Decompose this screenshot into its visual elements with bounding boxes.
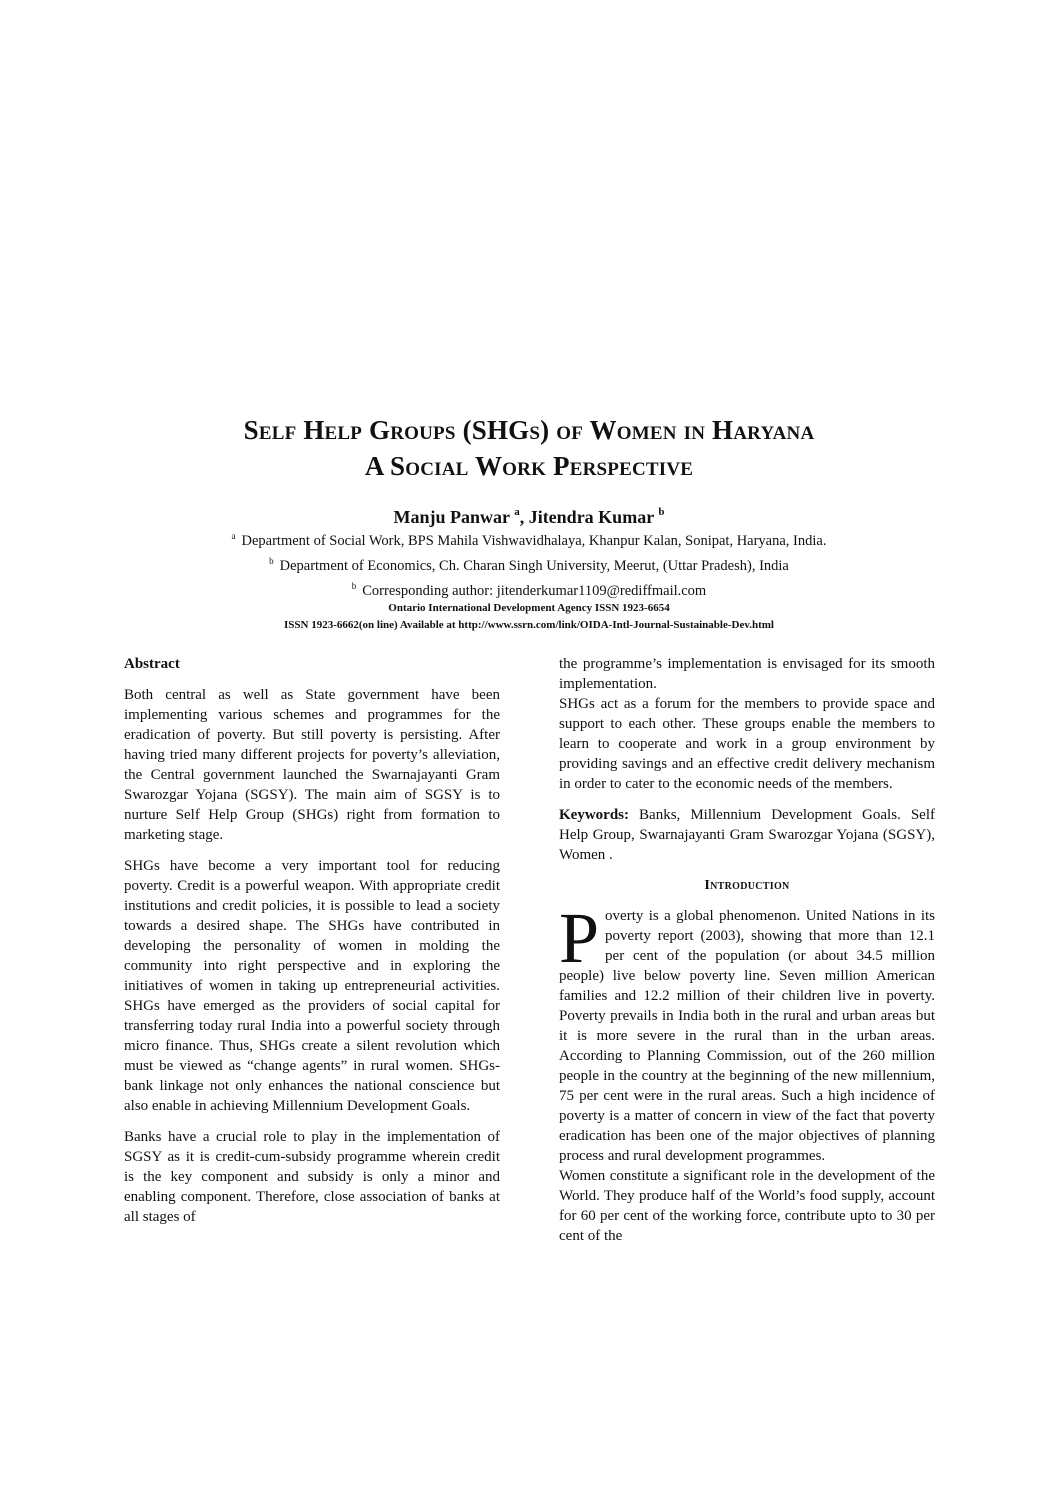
author-2-name: Jitendra Kumar [528, 507, 654, 527]
right-column [559, 654, 935, 1246]
corresponding-author-text: Corresponding author: jitenderkumar1109@rediffmail.com [362, 583, 707, 599]
abstract-paragraph-4: SHGs act as a forum for the members to provide space and support to each other. These groups enable the members to learn to cooperate and work in a group environment by providing savings and an effective credit delivery mechanism in order to cater to the economic needs of the members. [559, 696, 935, 792]
abstract-paragraph-1: Both central as well as State government have been implementing various schemes and programmes for the eradication of poverty. But still poverty is persisting. After having tried many different projects for poverty’s alleviation, the Central government launched the Swarnajayanti Gram Swarozgar Yojana (SGSY). The main aim of SGSY is to nurture Self Help Group (SHGs) right from formation to marketing stage. [124, 687, 500, 843]
author-separator: , [519, 507, 529, 527]
introduction-heading: Introduction [704, 878, 790, 893]
affiliation-1-sup: a [231, 531, 236, 541]
keywords-text: Banks, Millennium Development Goals. Self Help Group, Swarnajayanti Gram Swarozgar Yojana (SGSY), Women . [559, 807, 935, 863]
title-line-1: Self Help Groups (SHGs) of Women in Haryana [243, 415, 815, 445]
affiliation-1 [0, 526, 1058, 551]
author-1-sup: a [514, 506, 520, 518]
drop-cap: P [559, 898, 600, 978]
affiliations [0, 526, 1058, 601]
journal-info [0, 600, 1058, 634]
corresponding-author [0, 576, 1058, 601]
affiliation-2 [0, 551, 1058, 576]
paper-title [0, 412, 1058, 484]
journal-line-2: ISSN 1923-6662(on line) Available at http://www.ssrn.com/link/OIDA-Intl-Journal-Sustainable-Dev.html [284, 619, 774, 631]
affiliation-2-text: Department of Economics, Ch. Charan Singh University, Meerut, (Uttar Pradesh), India [279, 558, 789, 574]
author-1-name: Manju Panwar [393, 507, 510, 527]
abstract-paragraph-3: Banks have a crucial role to play in the implementation of SGSY as it is credit-cum-subsidy programme wherein credit is the key component and subsidy is only a minor and enabling component. Therefore, close association of banks at all stages of [124, 1129, 500, 1225]
affiliation-2-sup: b [269, 556, 274, 566]
corresponding-author-sup: b [351, 581, 357, 591]
introduction-paragraph-1 [559, 898, 935, 1166]
introduction-paragraph-2: Women constitute a significant role in the development of the World. They produce half of the World’s food supply, account for 60 per cent of the working force, contribute upto to 30 per cent of the [559, 1168, 935, 1244]
affiliation-1-text: Department of Social Work, BPS Mahila Vishwavidhalaya, Khanpur Kalan, Sonipat, Haryana, India. [241, 533, 827, 549]
introduction-paragraph-1-text: overty is a global phenomenon. United Nations in its poverty report (2003), showing that more than 12.1 per cent of the population (or about 34.5 million people) live below poverty line. Seven million American families and 12.2 million of their children live in poverty. Poverty prevails in India both in the rural and urban areas but it is more severe in the rural than in the urban areas. According to Planning Commission, out of the 260 million people in the country at the beginning of the new millennium, 75 per cent were in the rural areas. Such a high incidence of poverty is a matter of concern in view of the fact that poverty eradication has been one of the major objectives of planning process and rural development programmes. [559, 908, 935, 1164]
abstract-paragraph-2: SHGs have become a very important tool for reducing poverty. Credit is a powerful weapon. With appropriate credit institutions and credit policies, it is possible to lead a society towards a desired shape. The SHGs have contributed in developing the personality of women in molding the community into right perspective and in exploring the initiatives of women in taking up entrepreneurial activities. SHGs have emerged as the providers of social capital for transferring today rural India into a powerful society through micro finance. Thus, SHGs create a silent revolution which must be viewed as “change agents” in rural women. SHGs-bank linkage not only enhances the national conscience but also enable in achieving Millennium Development Goals. [124, 858, 500, 1114]
author-line [0, 500, 1058, 529]
abstract-heading: Abstract [124, 656, 180, 672]
keywords [559, 805, 935, 865]
journal-line-1: Ontario International Development Agency ISSN 1923-6654 [388, 602, 670, 614]
title-line-2: A Social Work Perspective [364, 451, 694, 481]
abstract-paragraph-3-continued: the programme’s implementation is envisaged for its smooth implementation. [559, 656, 935, 692]
author-2-sup: b [658, 506, 665, 518]
keywords-label: Keywords: [559, 807, 629, 823]
left-column [124, 654, 500, 1238]
